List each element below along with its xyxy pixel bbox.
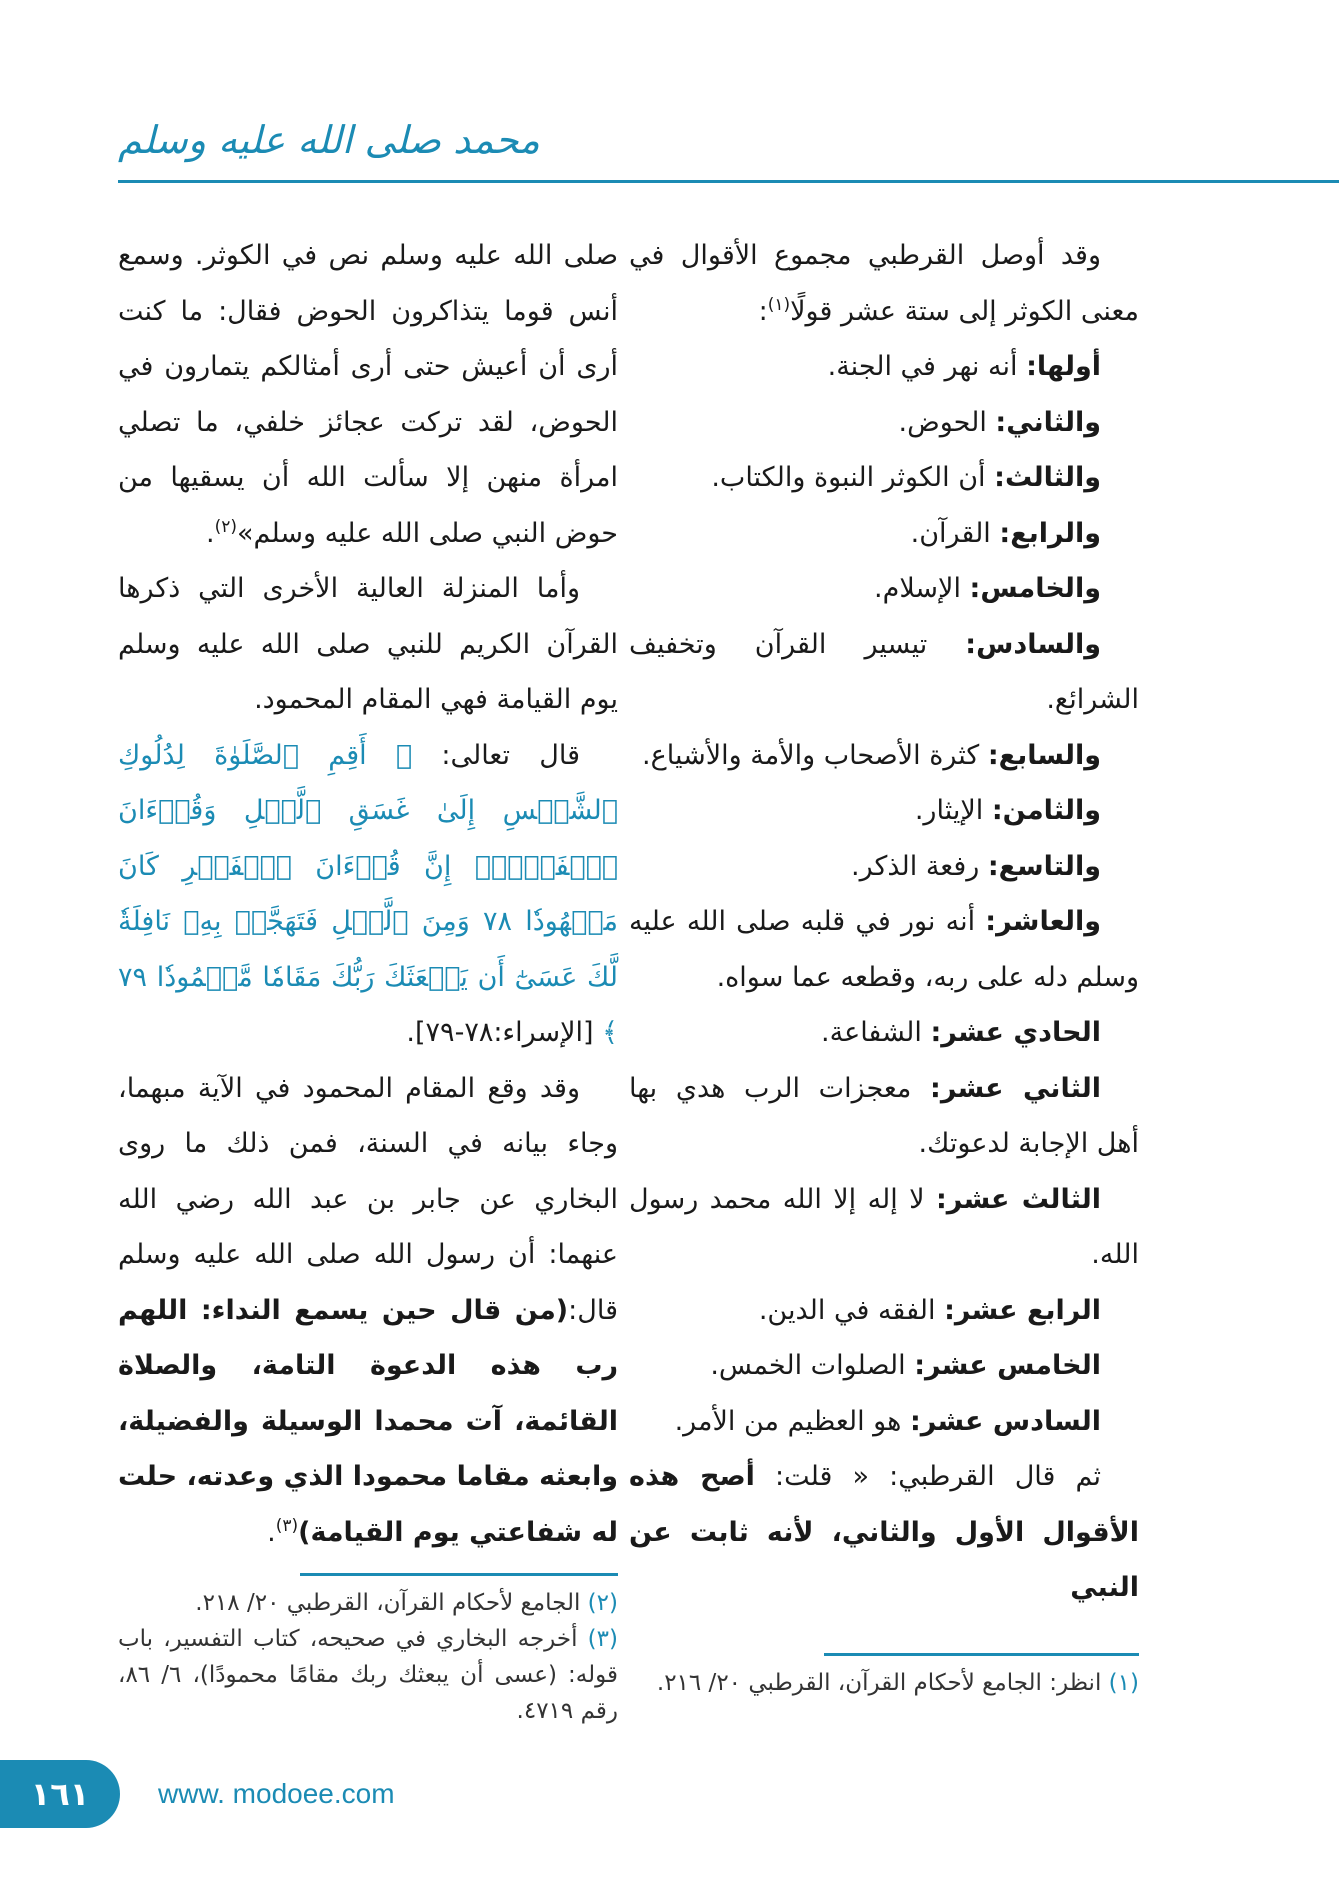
footnotes-left [118,1585,618,1729]
item-label: الثاني عشر: [930,1072,1101,1104]
footnote-ref-3[interactable]: (٣) [275,1515,299,1536]
list-item [629,617,1139,728]
list-item [629,1283,1139,1339]
list-item [629,839,1139,895]
quran-lead: قال تعالى: [412,739,581,771]
item-text: القرآن. [910,517,1000,549]
paragraph-hadith-jabir [118,1061,618,1561]
footnote [118,1585,618,1621]
list-item [629,450,1139,506]
item-text: لا إله إلا الله محمد رسول الله. [629,1183,1139,1270]
closing-bold-text: أصح هذه الأقوال الأول والثاني، لأنه ثابت عن النبي [629,1461,1139,1603]
paragraph-end: . [205,517,215,549]
item-text: أن الكوثر النبوة والكتاب. [711,462,995,493]
hadith-bold-text: (من قال حين يسمع النداء: اللهم رب هذه الدعوة التامة، والصلاة القائمة، آت محمدا الوسيلة والفضيلة، وابعثه مقاما محمودا الذي وعدته، حلت له شفاعتي يوم القيامة) [118,1294,618,1548]
page-number-badge [0,1760,120,1828]
list-item [629,728,1139,784]
item-label: والرابع: [999,517,1101,549]
footnote-number: (٢) [587,1590,618,1616]
footnote-number: (٣) [587,1626,618,1652]
intro-paragraph [629,228,1139,339]
footnote [118,1621,618,1729]
item-label: والثالث: [994,462,1101,493]
paragraph-maqam: وأما المنزلة العالية الأخرى التي ذكرها القرآن الكريم للنبي صلى الله عليه وسلم يوم القيامة فهي المقام المحمود. [118,573,618,715]
list-item [629,1061,1139,1172]
item-label: والثامن: [991,795,1101,826]
footnotes-right [629,1665,1139,1701]
intro-colon: : [758,295,768,327]
list-item [629,1172,1139,1283]
paragraph-hadith-anas [118,228,618,561]
left-column [118,228,618,1560]
list-item [629,1005,1139,1061]
quran-reference: [الإسراء:٧٨-٧٩]. [406,1017,603,1048]
list-item [629,339,1139,395]
list-item [629,561,1139,617]
paragraph-end: . [267,1516,276,1548]
paragraph-text: وقد وقع المقام المحمود في الآية مبهما، وجاء بيانه في السنة، فمن ذلك ما روى البخاري عن جابر بن عبد الله رضي الله عنهما: أن رسول الله صلى الله عليه وسلم قال: [118,1072,618,1326]
item-label: الخامس عشر: [914,1350,1101,1381]
item-text: الشفاعة. [821,1017,931,1048]
item-label: السادس عشر: [909,1405,1101,1437]
item-text: الحوض. [898,406,996,438]
item-text: رفعة الذكر. [851,850,988,882]
closing-text: ثم قال القرطبي: « قلت: [754,1461,1101,1492]
item-label: والسابع: [987,739,1101,771]
footnote-text: أخرجه البخاري في صحيحه، كتاب التفسير، باب قوله: (عسى أن يبعثك ربك مقامًا محمودًا)، ٦/ ٨٦، رقم ٤٧١٩. [118,1626,618,1724]
item-label: والعاشر: [985,906,1101,937]
list-item [629,506,1139,562]
item-text: الإيثار. [914,795,992,826]
item-text: الإسلام. [874,573,970,604]
closing-paragraph [629,1449,1139,1616]
footnote [629,1665,1139,1701]
item-text: الصلوات الخمس. [710,1350,915,1381]
item-label: والتاسع: [987,850,1101,882]
list-item [629,894,1139,1005]
intro-text: وقد أوصل القرطبي مجموع الأقوال في معنى الكوثر إلى ستة عشر قولًا [629,240,1139,327]
item-text: أنه نور في قلبه صلى الله عليه وسلم دله على ربه، وقطعه عما سواه. [629,906,1139,993]
list-item [629,1338,1139,1394]
footnote-divider-right [824,1653,1139,1656]
item-label: والسادس: [965,628,1101,660]
list-item [629,1394,1139,1450]
right-column [629,228,1139,1616]
website-link[interactable]: www. modoee.com [158,1778,395,1809]
list-item [629,783,1139,839]
header-divider [118,180,1339,183]
item-label: الحادي عشر: [930,1017,1101,1048]
footnote-text: الجامع لأحكام القرآن، القرطبي ٢٠/ ٢١٨. [195,1590,588,1616]
list-item [629,395,1139,451]
item-label: أولها: [1026,351,1101,382]
footnote-number: (١) [1108,1670,1139,1696]
footnote-ref-1[interactable]: (١) [767,294,791,315]
item-text: هو العظيم من الأمر. [674,1405,910,1437]
item-text: تيسير القرآن وتخفيف الشرائع. [629,628,1139,715]
item-label: الثالث عشر: [935,1183,1101,1215]
item-text: معجزات الرب هدي بها أهل الإجابة لدعوتك. [629,1072,1139,1159]
running-header-title: محمد صلى الله عليه وسلم [118,118,540,162]
paragraph-text: صلى الله عليه وسلم نص في الكوثر. وسمع أنس قوما يتذاكرون الحوض فقال: ما كنت أرى أن أعيش حتى أرى أمثالكم يتمارون في الحوض، لقد تركت عجائز خلفي، ما تصلي امرأة منهن إلا سألت الله أن يسقيها من حوض النبي صلى الله عليه وسلم» [118,240,618,549]
item-label: الرابع عشر: [944,1294,1101,1326]
page-number: ١٦١ [30,1775,90,1813]
item-label: والثاني: [995,406,1101,438]
item-text: أنه نهر في الجنة. [827,351,1027,382]
footnote-ref-2[interactable]: (٢) [214,516,237,537]
quran-verse: ﴿ أَقِمِ ٱلصَّلَوٰةَ لِدُلُوكِ ٱلشَّمۡسِ إِلَىٰ غَسَقِ ٱلَّيۡلِ وَقُرۡءَانَ ٱلۡفَجۡرِۖ إِنَّ قُرۡءَانَ ٱلۡفَجۡرِ كَانَ مَشۡهُودٗا ٧٨ وَمِنَ ٱلَّيۡلِ فَتَهَجَّدۡ بِهِۦ نَافِلَةٗ لَّكَ عَسَىٰٓ أَن يَبۡعَثَكَ رَبُّكَ مَقَامٗا مَّحۡمُودٗا ٧٩ ﴾ [118,739,618,1048]
item-text: الفقه في الدين. [758,1294,945,1326]
item-label: والخامس: [969,573,1101,604]
item-text: كثرة الأصحاب والأمة والأشياع. [642,739,988,771]
footnote-text: انظر: الجامع لأحكام القرآن، القرطبي ٢٠/ ٢١٦. [656,1670,1109,1696]
footnote-divider-left [300,1573,618,1576]
paragraph-quran [118,728,618,1061]
